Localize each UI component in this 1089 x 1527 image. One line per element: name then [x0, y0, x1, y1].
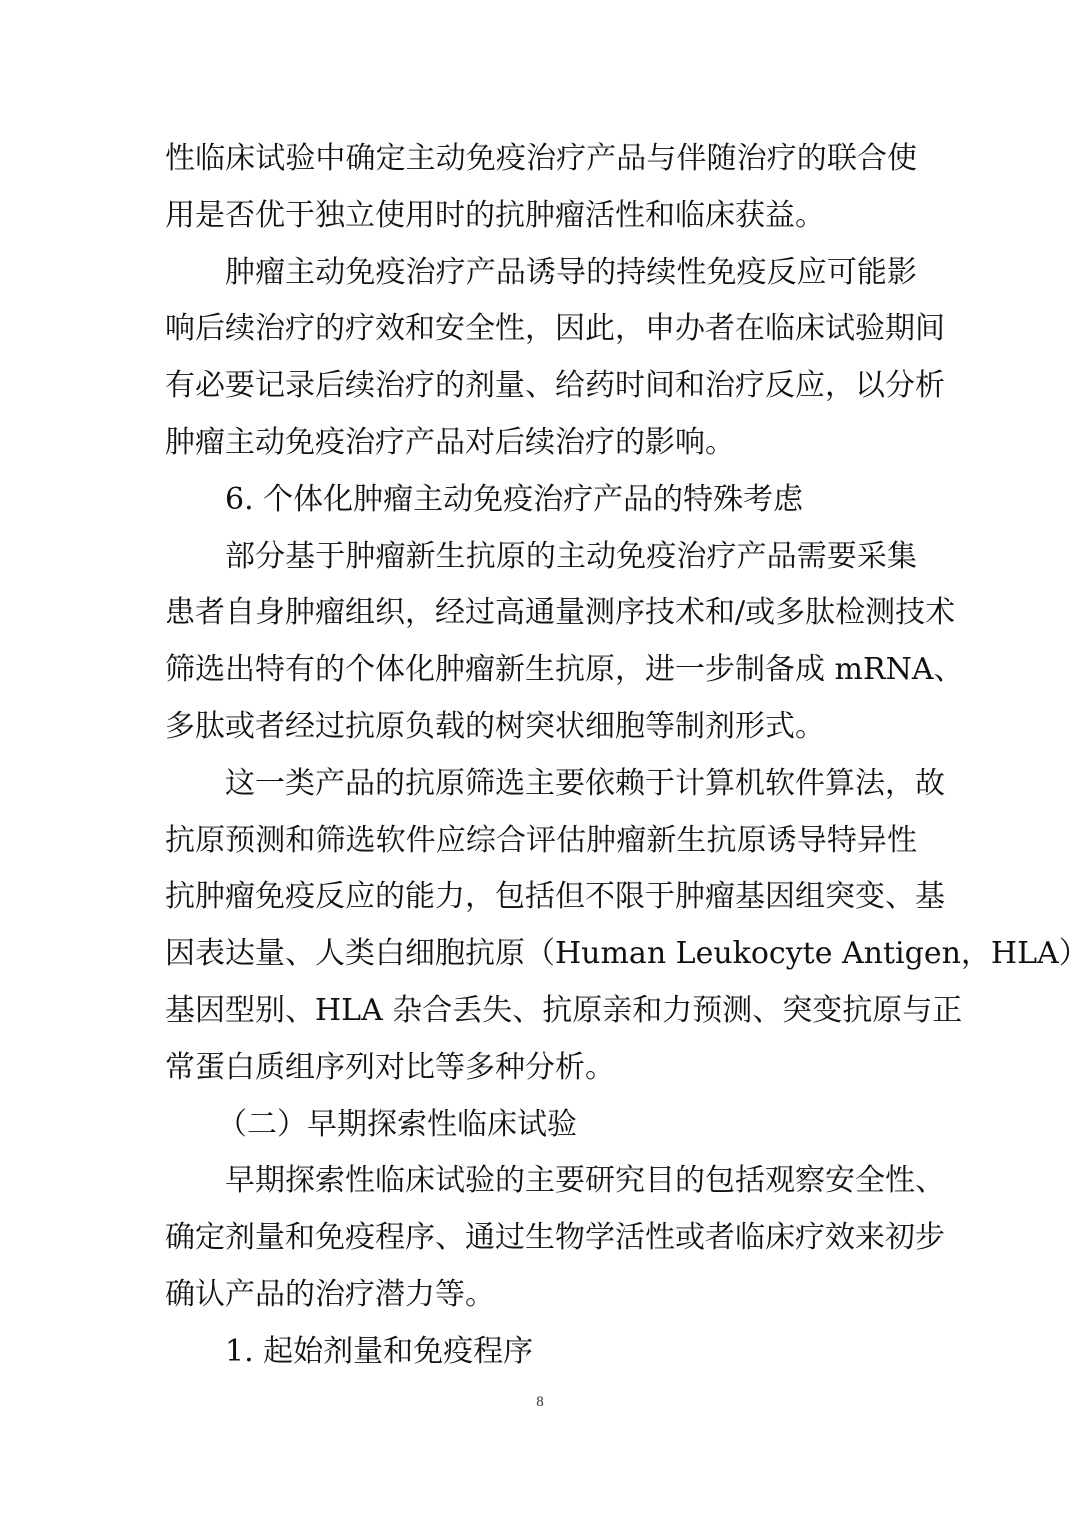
paragraph-line: 性临床试验中确定主动免疫治疗产品与伴随治疗的联合使	[165, 141, 917, 176]
section-heading: 6. 个体化肿瘤主动免疫治疗产品的特殊考虑	[225, 481, 804, 517]
paragraph-line: 有必要记录后续治疗的剂量、给药时间和治疗反应，以分析	[165, 368, 945, 404]
paragraph-line: 筛选出特有的个体化肿瘤新生抗原，进一步制备成 mRNA、	[165, 652, 964, 688]
paragraph-line: 抗原预测和筛选软件应综合评估肿瘤新生抗原诱导特异性	[165, 822, 917, 858]
paragraph-line: 部分基于肿瘤新生抗原的主动免疫治疗产品需要采集	[225, 538, 917, 574]
page-number: 8	[536, 1394, 544, 1410]
paragraph-line: 多肽或者经过抗原负载的树突状细胞等制剂形式。	[165, 708, 825, 744]
paragraph-line: 确认产品的治疗潜力等。	[165, 1276, 495, 1312]
section-heading: （二）早期探索性临床试验	[217, 1106, 577, 1142]
paragraph-line: 早期探索性临床试验的主要研究目的包括观察安全性、	[225, 1163, 945, 1199]
paragraph-line: 确定剂量和免疫程序、通过生物学活性或者临床疗效来初步	[165, 1220, 945, 1256]
paragraph-line: 常蛋白质组序列对比等多种分析。	[165, 1049, 615, 1085]
paragraph-line: 肿瘤主动免疫治疗产品对后续治疗的影响。	[165, 424, 735, 460]
paragraph-line: 抗肿瘤免疫反应的能力，包括但不限于肿瘤基因组突变、基	[165, 879, 945, 915]
body-text	[165, 131, 1089, 1381]
paragraph-line: 基因型别、HLA 杂合丢失、抗原亲和力预测、突变抗原与正	[165, 992, 963, 1028]
paragraph-line: 用是否优于独立使用时的抗肿瘤活性和临床获益。	[165, 197, 825, 233]
paragraph-line: 这一类产品的抗原筛选主要依赖于计算机软件算法，故	[225, 765, 945, 801]
paragraph-line: 肿瘤主动免疫治疗产品诱导的持续性免疫反应可能影	[225, 254, 917, 290]
paragraph-line: 因表达量、人类白细胞抗原（Human Leukocyte Antigen，HLA）	[165, 936, 1089, 972]
paragraph-line: 患者自身肿瘤组织，经过高通量测序技术和/或多肽检测技术	[165, 595, 956, 631]
section-heading: 1. 起始剂量和免疫程序	[225, 1333, 534, 1369]
paragraph-line: 响后续治疗的疗效和安全性，因此，申办者在临床试验期间	[165, 311, 945, 347]
